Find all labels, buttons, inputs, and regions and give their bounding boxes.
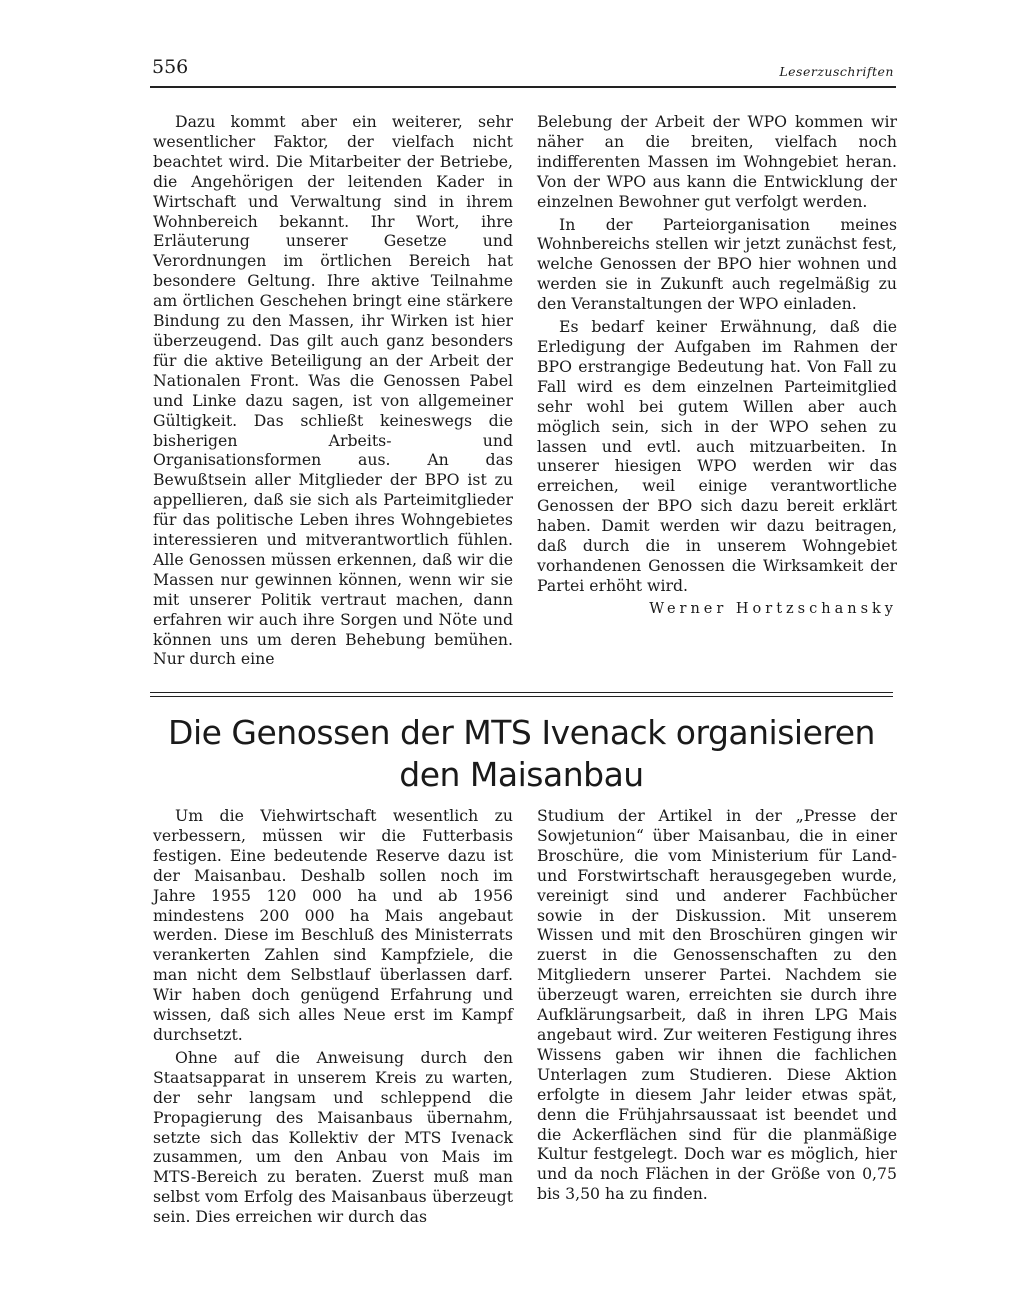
paragraph: Dazu kommt aber ein weiterer, sehr wesentlicher Faktor, der vielfach nicht beachtet wird. Die Mitarbeiter der Betriebe, die Angehörigen der leitenden Kader in Wirtschaft und Verwaltung sind in ihrem Wohnbereich bekannt. Ihr Wort, ihre Erläuterung unserer Gesetze und Verordnungen im örtlichen Bereich hat besondere Geltung. Ihre aktive Teilnahme am örtlichen Geschehen bringt eine stärkere Bindung zu den Massen, ihr Wirken ist hier überzeugend. Das gilt auch ganz besonders für die aktive Beteiligung an der Arbeit der Nationalen Front. Was die Genossen Pabel und Linke dazu sagen, ist von allgemeiner Gültigkeit. Das schließt keineswegs die bisherigen Arbeits- und Organisationsformen aus. An das Bewußtsein aller Mitglieder der BPO ist zu appellieren, daß sie sich als Parteimitglieder für das politische Leben ihres Wohngebietes interessieren und mitverantwortlich fühlen. Alle Genossen müssen erkennen, daß wir die Massen nur gewinnen können, wenn wir sie mit unserer Politik vertraut machen, dann erfahren wir auch ihre Sorgen und Nöte und können uns um deren Behebung bemühen. Nur durch eine: [153, 112, 513, 669]
letter-column-left: [153, 112, 513, 672]
paragraph: Es bedarf keiner Erwähnung, daß die Erledigung der Aufgaben im Rahmen der BPO erstrangige Bedeutung hat. Von Fall zu Fall wird es dem einzelnen Parteimitglied sehr wohl bei gutem Willen aber auch möglich sein, sich in der WPO sehen zu lassen und evtl. auch mitzuarbeiten. In unserer hiesigen WPO werden wir das erreichen, weil einige verantwortliche Genossen der BPO sich dazu bereit erklärt haben. Damit werden wir dazu beitragen, daß durch die in unserem Wohngebiet vorhandenen Genossen die Wirksamkeit der Partei erhöht wird.: [537, 317, 897, 595]
article-divider: [150, 692, 893, 697]
paragraph: Ohne auf die Anweisung durch den Staatsapparat in unserem Kreis zu warten, der sehr langsam und schleppend die Propagierung des Maisanbaus übernahm, setzte sich das Kollektiv der MTS Ivenack zusammen, um den Anbau von Mais im MTS-Bereich zu beraten. Zuerst muß man selbst vom Erfolg des Maisanbaus überzeugt sein. Dies erreichen wir durch das: [153, 1047, 513, 1227]
article-column-right: [537, 806, 897, 1207]
page-number: 556: [152, 56, 189, 78]
section-label: Leserzuschriften: [779, 64, 894, 79]
paragraph: Um die Viehwirtschaft wesentlich zu verbessern, müssen wir die Futterbasis festigen. Eine bedeutende Reserve dazu ist der Maisanbau. Deshalb sollen noch im Jahre 1955 120 000 ha und ab 1956 mindestens 200 000 ha Mais angebaut werden. Diese im Beschluß des Ministerrats verankerten Zahlen sind Kampfziele, die man nicht dem Selbstlauf überlassen darf. Wir haben doch genügend Erfahrung und wissen, daß sich alles Neue erst im Kampf durchsetzt.: [153, 806, 513, 1044]
article-title-line2: den Maisanbau: [399, 755, 644, 794]
author-signature: Werner Hortzschansky: [649, 600, 897, 617]
article-column-left: [153, 806, 513, 1230]
article-title: [150, 712, 893, 796]
letter-column-right: [537, 112, 897, 620]
paragraph: Studium der Artikel in der „Presse der Sowjetunion“ über Maisanbau, die in einer Broschüre, die vom Ministerium für Land- und Forstwirtschaft herausgegeben wurde, vereinigt sind und anderer Fachbücher sowie in der Diskussion. Mit unserem Wissen und mit den Broschüren gingen wir zuerst in die Genossenschaften zu den Mitgliedern unserer Partei. Nachdem sie überzeugt waren, erreichten sie durch ihre Aufklärungsarbeit, daß in ihren LPG Mais angebaut wird. Zur weiteren Festigung ihres Wissens gaben wir ihnen die fachlichen Unterlagen zum Studieren. Diese Aktion erfolgte in diesem Jahr leider etwas spät, denn die Frühjahrsaussaat ist beendet und die Ackerflächen sind für die planmäßige Kultur festgelegt. Doch war es möglich, hier und da noch Flächen in der Größe von 0,75 bis 3,50 ha zu finden.: [537, 806, 897, 1204]
paragraph: In der Parteiorganisation meines Wohnbereichs stellen wir jetzt zunächst fest, welche Genossen der BPO hier wohnen und werden sie in Zukunft auch regelmäßig zu den Veranstaltungen der WPO einladen.: [537, 214, 897, 314]
article-title-line1: Die Genossen der MTS Ivenack organisieren: [168, 713, 875, 752]
paragraph: Belebung der Arbeit der WPO kommen wir näher an die breiten, vielfach noch indifferenten Massen im Wohngebiet heran. Von der WPO aus kann die Entwicklung der einzelnen Bewohner gut verfolgt werden.: [537, 112, 897, 211]
header-rule: [150, 86, 896, 88]
